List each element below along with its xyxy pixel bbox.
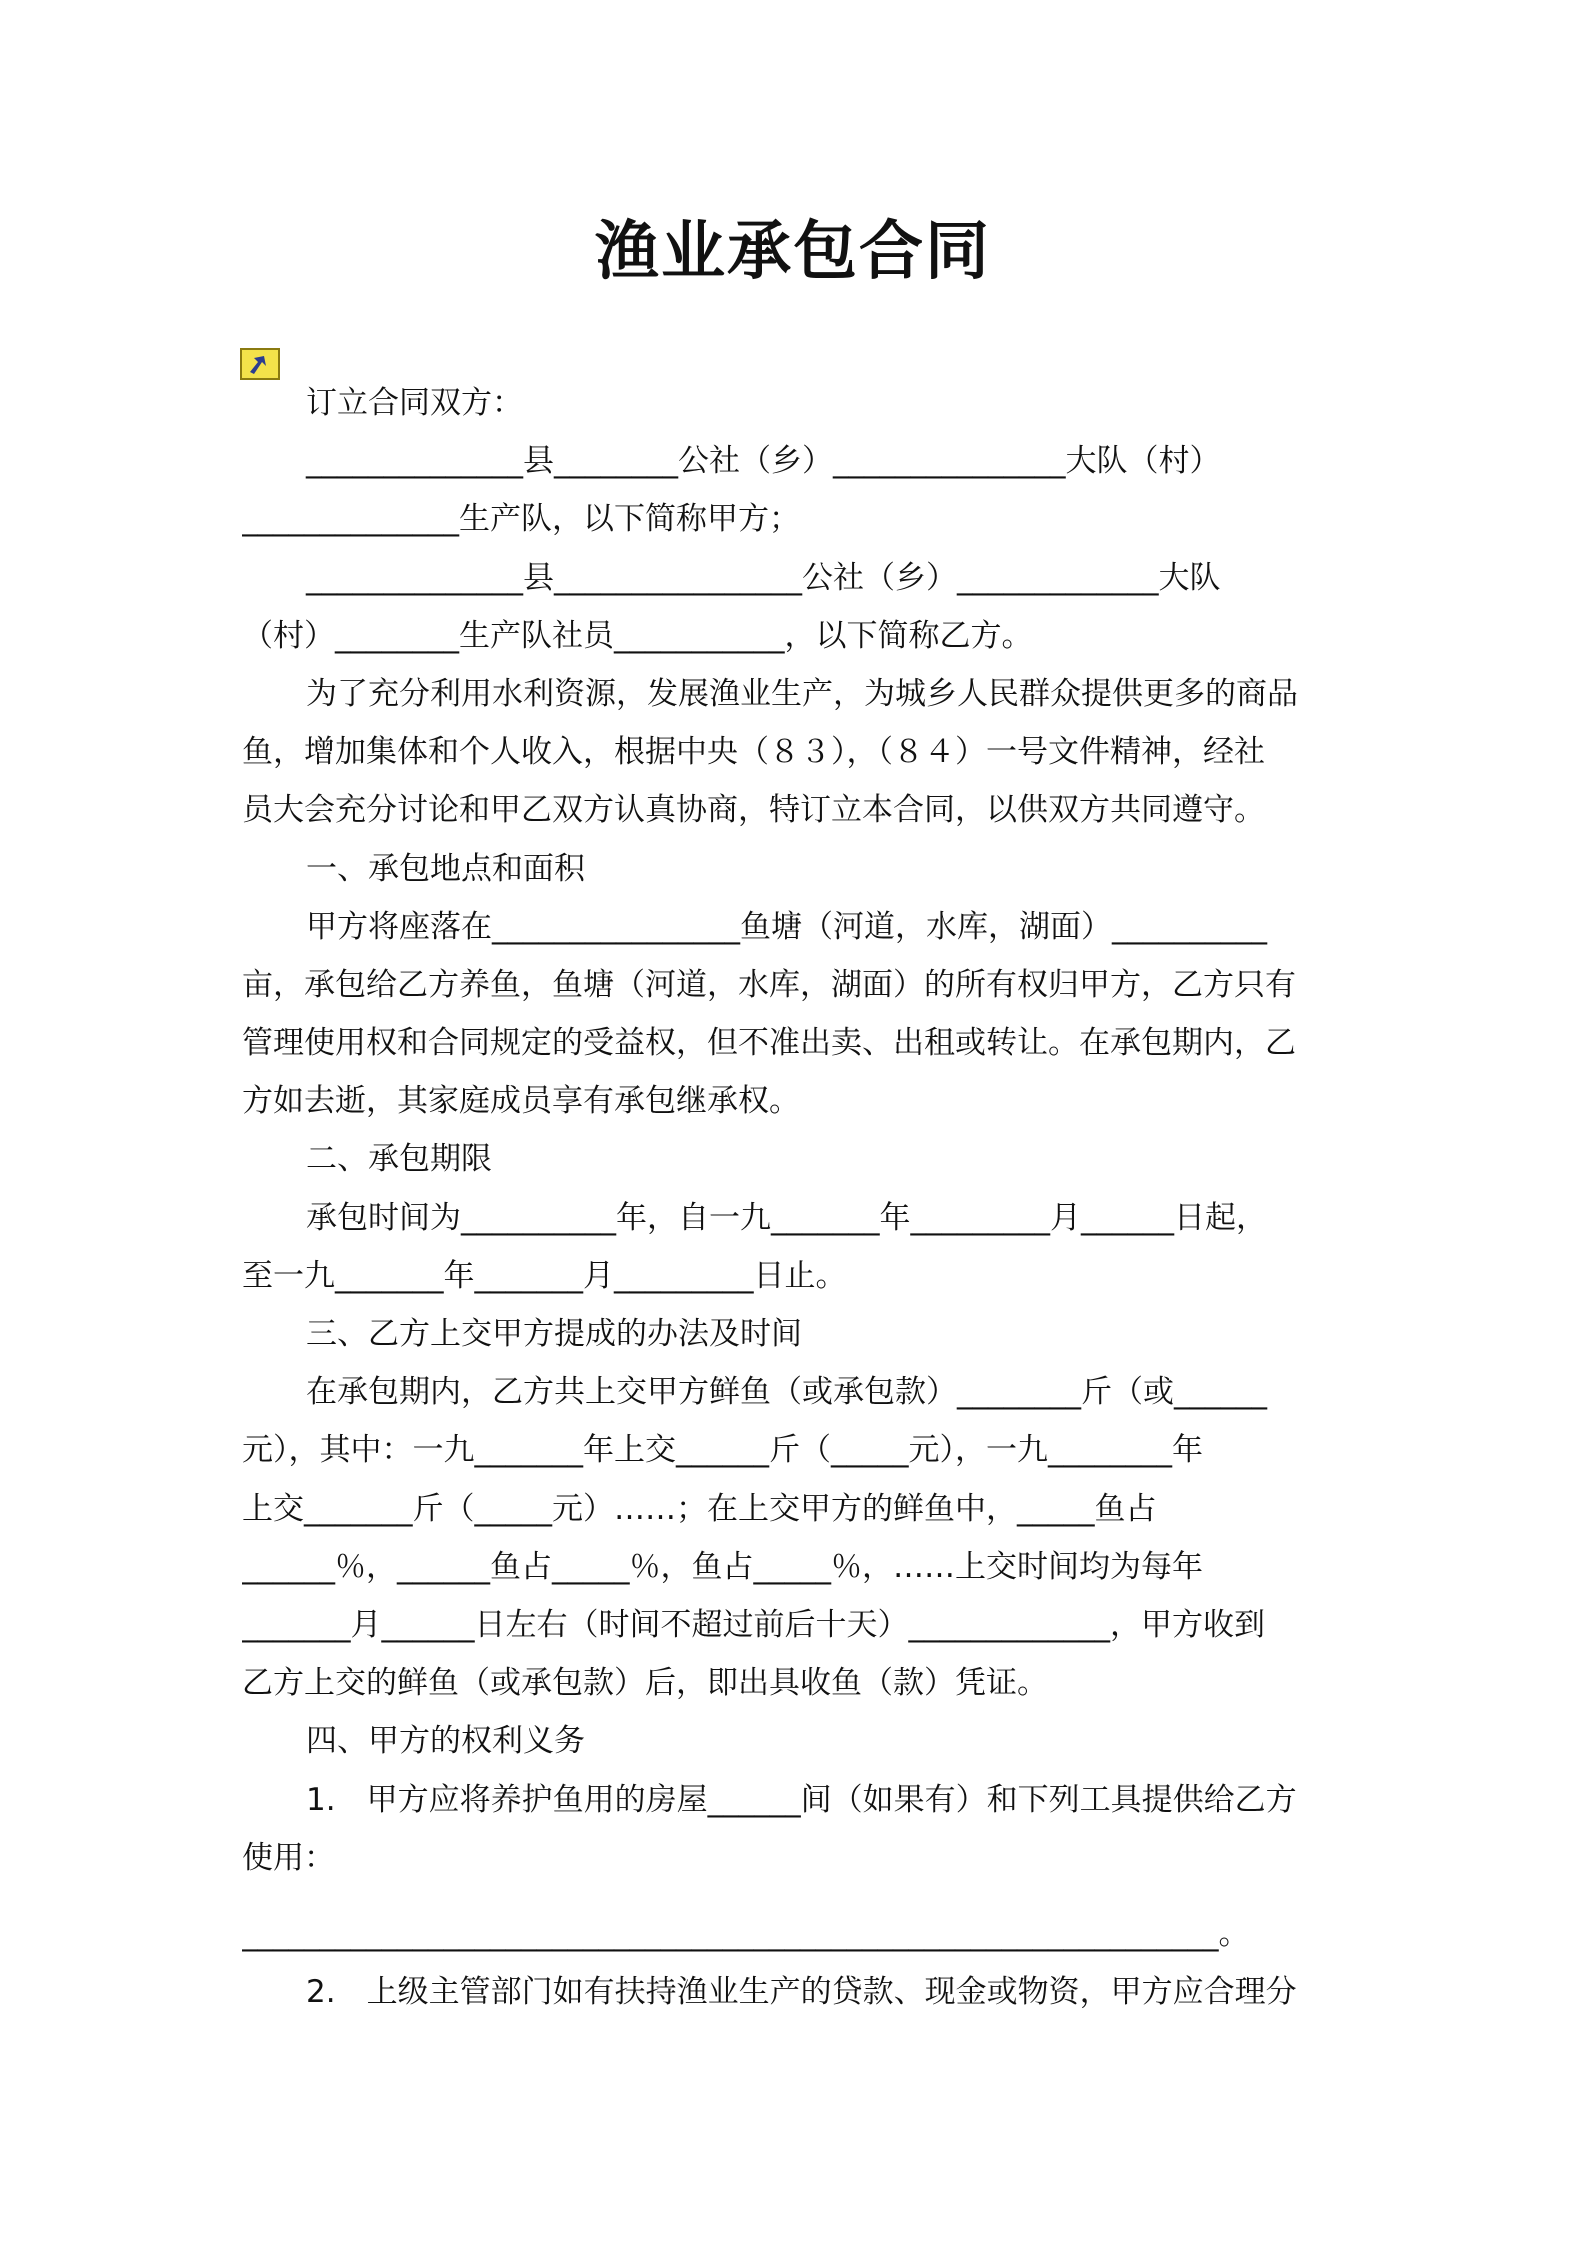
section-3-line-6: 乙方上交的鲜鱼（或承包款）后，即出具收鱼（款）凭证。 <box>242 1665 1048 1702</box>
section-1-line-1: 甲方将座落在________________鱼塘（河道，水库，湖面）__________ <box>306 908 1267 945</box>
section-4-item-2-line-1: 2. 上级主管部门如有扶持渔业生产的贷款、现金或物资，甲方应合理分 <box>306 1974 1297 2011</box>
spacer <box>242 1887 1347 1905</box>
section-3-line-4: ______％，______鱼占_____％，鱼占_____％，……上交时间均为每年 <box>242 1548 1203 1585</box>
section-4-item-1-line-1: 1. 甲方应将养护鱼用的房屋______间（如果有）和下列工具提供给乙方 <box>306 1781 1297 1818</box>
section-1-line-4: 方如去逝，其家庭成员享有承包继承权。 <box>242 1083 800 1120</box>
section-1-line-3: 管理使用权和合同规定的受益权，但不准出卖、出租或转让。在承包期内，乙 <box>242 1025 1296 1062</box>
section-4-item-1-line-2: 使用： <box>242 1839 335 1876</box>
party-b-line-1: ______________县________________公社（乡）_____________大队 <box>306 559 1221 596</box>
section-1-heading: 一、承包地点和面积 <box>306 850 585 887</box>
section-3-heading: 三、乙方上交甲方提成的办法及时间 <box>306 1316 802 1352</box>
document-title: 渔业承包合同 <box>595 215 991 289</box>
section-3-line-2: 元），其中：一九_______年上交______斤（_____元），一九________年 <box>242 1432 1203 1469</box>
section-3-line-1: 在承包期内，乙方共上交甲方鲜鱼（或承包款）________斤（或______ <box>306 1374 1267 1411</box>
section-3-line-5: _______月______日左右（时间不超过前后十天）_____________，甲方收到 <box>242 1606 1265 1643</box>
party-b-line-2: （村）________生产队社员___________，以下简称乙方。 <box>242 617 1033 654</box>
section-2-line-1: 承包时间为__________年，自一九_______年_________月______日起， <box>306 1199 1267 1236</box>
preamble-line-3: 员大会充分讨论和甲乙双方认真协商，特订立本合同，以供双方共同遵守。 <box>242 792 1265 829</box>
preamble-line-1: 为了充分利用水利资源，发展渔业生产，为城乡人民群众提供更多的商品 <box>306 675 1298 712</box>
section-4-item-1-blank: _______________________________________________________________。 <box>242 1915 1250 1952</box>
party-a-line-2: ______________生产队，以下简称甲方； <box>242 501 800 538</box>
section-1-line-2: 亩，承包给乙方养鱼，鱼塘（河道，水库，湖面）的所有权归甲方，乙方只有 <box>242 966 1296 1003</box>
section-2-heading: 二、承包期限 <box>306 1141 492 1178</box>
contract-parties-heading: 订立合同双方： <box>306 385 523 421</box>
party-a-line-1: ______________县________公社（乡）_______________大队（村） <box>306 443 1221 480</box>
preamble-line-2: 鱼，增加集体和个人收入，根据中央（８３），（８４）一号文件精神，经社 <box>242 734 1265 771</box>
document-body <box>242 374 1347 2021</box>
section-2-line-2: 至一九_______年_______月_________日止。 <box>242 1257 847 1294</box>
section-3-line-3: 上交_______斤（_____元）……；在上交甲方的鲜鱼中，_____鱼占 <box>242 1490 1157 1527</box>
section-4-heading: 四、甲方的权利义务 <box>306 1723 585 1760</box>
